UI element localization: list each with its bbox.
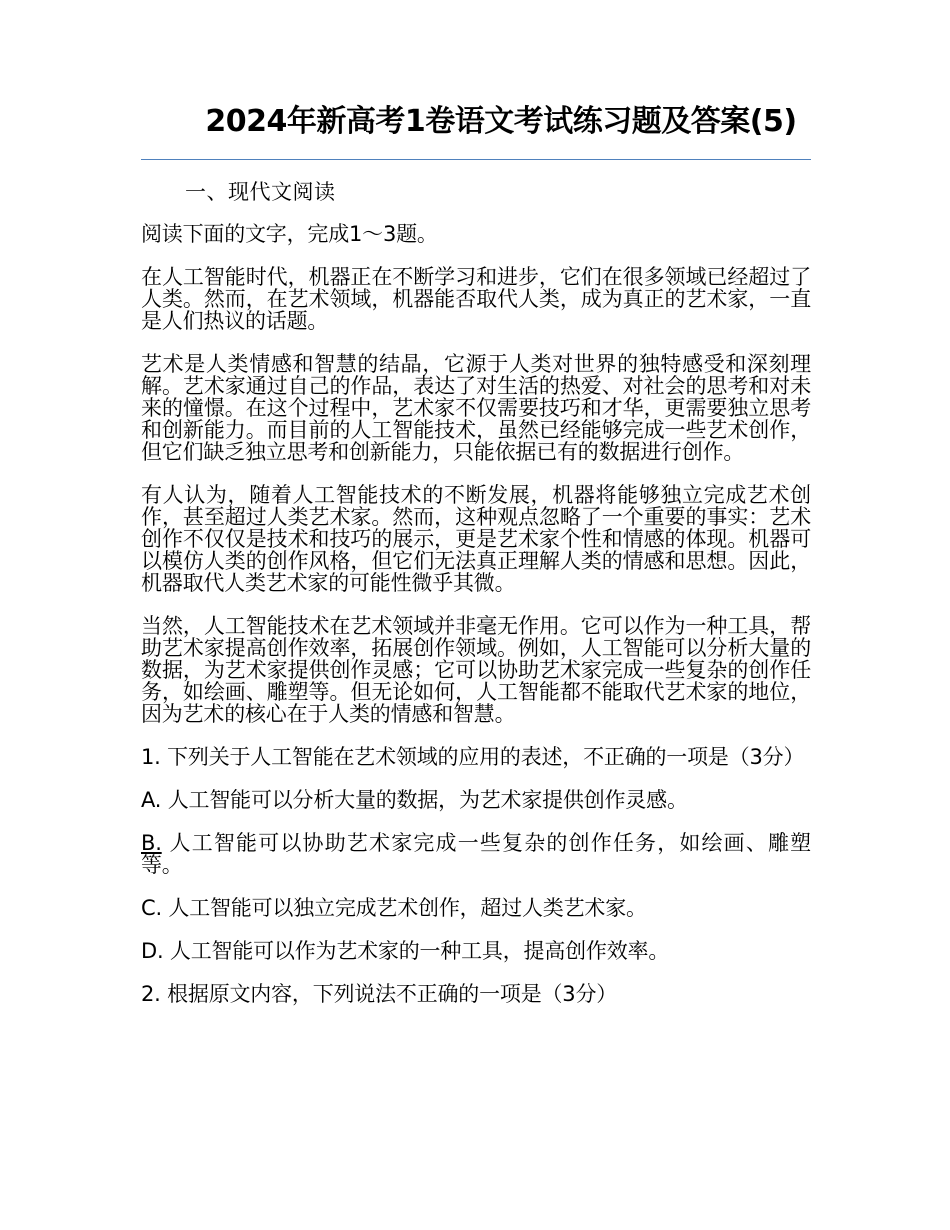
question-1-stem: 1. 下列关于人工智能在艺术领域的应用的表述，不正确的一项是（3分） <box>141 745 805 769</box>
question-1-option-c: C. 人工智能可以独立完成艺术创作，超过人类艺术家。 <box>141 896 647 920</box>
document-title: 2024年新高考1卷语文考试练习题及答案(5) <box>141 100 811 160</box>
passage-paragraph-1: 在人工智能时代，机器正在不断学习和进步，它们在很多领域已经超过了人类。然而，在艺术领域，机器能否取代人类，成为真正的艺术家，一直是人们热议的话题。 <box>141 265 811 333</box>
question-2-stem: 2. 根据原文内容，下列说法不正确的一项是（3分） <box>141 982 618 1006</box>
passage-paragraph-4: 当然，人工智能技术在艺术领域并非毫无作用。它可以作为一种工具，帮助艺术家提高创作效率，拓展创作领域。例如，人工智能可以分析大量的数据，为艺术家提供创作灵感；它可以协助艺术家完成一些复杂的创作任务，如绘画、雕塑等。但无论如何，人工智能都不能取代艺术家的地位，因为艺术的核心在于人类的情感和智慧。 <box>141 614 811 726</box>
option-b-label: B. <box>141 831 162 855</box>
document-page <box>141 100 811 1005</box>
option-b-text: 人工智能可以协助艺术家完成一些复杂的创作任务，如绘画、雕塑等。 <box>141 831 811 877</box>
reading-instruction: 阅读下面的文字，完成1～3题。 <box>141 222 438 246</box>
question-1-option-b <box>141 832 811 876</box>
section-heading: 一、现代文阅读 <box>185 180 336 204</box>
question-1-option-a: A. 人工智能可以分析大量的数据，为艺术家提供创作灵感。 <box>141 788 688 812</box>
question-1-option-d: D. 人工智能可以作为艺术家的一种工具，提高创作效率。 <box>141 939 670 963</box>
passage-paragraph-2: 艺术是人类情感和智慧的结晶，它源于人类对世界的独特感受和深刻理解。艺术家通过自己的作品，表达了对生活的热爱、对社会的思考和对未来的憧憬。在这个过程中，艺术家不仅需要技巧和才华，更需要独立思考和创新能力。而目前的人工智能技术，虽然已经能够完成一些艺术创作，但它们缺乏独立思考和创新能力，只能依据已有的数据进行创作。 <box>141 352 811 464</box>
passage-paragraph-3: 有人认为，随着人工智能技术的不断发展，机器将能够独立完成艺术创作，甚至超过人类艺术家。然而，这种观点忽略了一个重要的事实：艺术创作不仅仅是技术和技巧的展示，更是艺术家个性和情感的体现。机器可以模仿人类的创作风格，但它们无法真正理解人类的情感和思想。因此，机器取代人类艺术家的可能性微乎其微。 <box>141 483 811 595</box>
